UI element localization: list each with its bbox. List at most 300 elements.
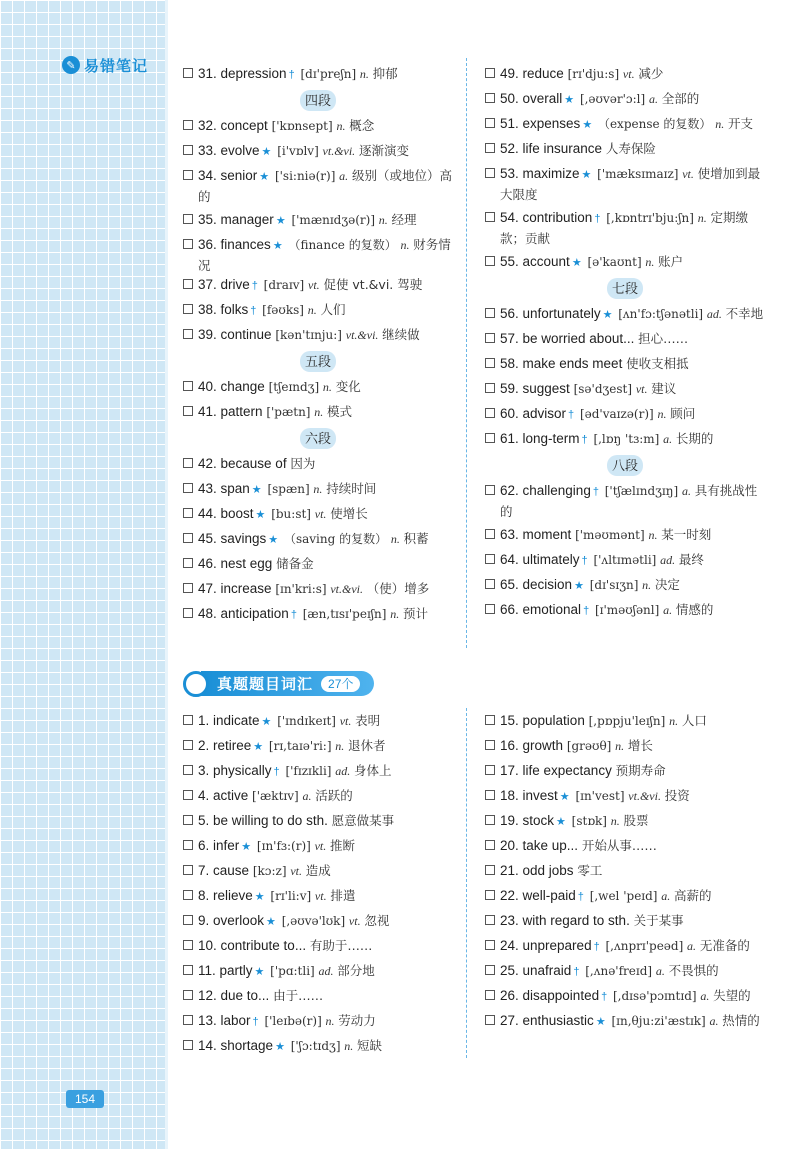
phonetic: ['leɪbə(r)]	[264, 1014, 322, 1028]
chinese-meaning: 劳动力	[338, 1013, 376, 1028]
section-label: 八段	[607, 455, 643, 476]
sidebar-grid	[0, 0, 165, 1149]
star-icon: ★	[254, 966, 265, 978]
phonetic: [kɔ:z]	[252, 864, 287, 878]
star-icon: ★	[581, 169, 592, 181]
checkbox[interactable]	[485, 383, 495, 393]
phonetic: ['æktɪv]	[252, 789, 299, 803]
phonetic: ['mænɪdʒə(r)]	[291, 213, 375, 227]
vocab-item	[183, 166, 453, 210]
checkbox[interactable]	[183, 583, 193, 593]
checkbox[interactable]	[183, 815, 193, 825]
star-icon: ★	[272, 240, 283, 252]
star-icon: ★	[261, 716, 272, 728]
chinese-meaning: 无准备的	[699, 938, 750, 953]
vocab-text	[198, 886, 453, 907]
checkbox[interactable]	[183, 304, 193, 314]
vocab-text	[198, 300, 453, 321]
part-of-speech: n.	[642, 578, 652, 592]
chinese-meaning: 级别（或地位）高的	[198, 168, 452, 204]
vocab-word: 32. concept	[198, 118, 268, 133]
vocab-word: 6. infer	[198, 838, 240, 853]
vocab-text	[500, 139, 765, 158]
vocab-word: 7. cause	[198, 863, 250, 878]
vocab-text	[500, 329, 765, 348]
vocab-word: 57. be worried about...	[500, 331, 635, 346]
chinese-meaning: 零工	[577, 863, 603, 878]
phonetic: [dɪ'sɪʒn]	[589, 578, 639, 592]
part-of-speech: ad.	[335, 764, 351, 778]
vocab-text	[500, 481, 765, 521]
vocab-word: 4. active	[198, 788, 249, 803]
chinese-meaning: 变化	[335, 379, 361, 394]
vocab-item	[485, 139, 765, 164]
phonetic: [bu:st]	[271, 507, 311, 521]
part-of-speech: n.	[648, 528, 658, 542]
vocab-item	[485, 1011, 765, 1036]
vocab-text	[198, 736, 453, 757]
phonetic: [ɪn'vest]	[575, 789, 625, 803]
vocab-word: 38. folks	[198, 302, 249, 317]
vocab-word: 51. expenses	[500, 116, 581, 131]
checkbox[interactable]	[183, 990, 193, 1000]
vocab-item	[183, 836, 453, 861]
phonetic: （saving 的复数）	[283, 532, 388, 546]
chinese-meaning: 因为	[290, 456, 316, 471]
vocab-text	[500, 550, 765, 571]
checkbox[interactable]	[183, 239, 193, 249]
part-of-speech: vt.	[348, 914, 361, 928]
checkbox[interactable]	[183, 765, 193, 775]
vocab-item	[183, 579, 453, 604]
checkbox[interactable]	[485, 579, 495, 589]
checkbox[interactable]	[183, 1040, 193, 1050]
part-of-speech: n.	[359, 67, 369, 81]
part-of-speech: a.	[648, 92, 658, 106]
checkbox[interactable]	[485, 68, 495, 78]
vocab-text	[500, 961, 765, 982]
checkbox[interactable]	[485, 93, 495, 103]
checkbox[interactable]	[485, 840, 495, 850]
phonetic: ['məʊmənt]	[575, 528, 645, 542]
chinese-meaning: 概念	[349, 118, 375, 133]
star-icon: ★	[275, 1041, 285, 1053]
part-of-speech: vt.&vi.	[330, 582, 364, 596]
phonetic: ['fɪzɪkli]	[285, 764, 332, 778]
phonetic: [ə'kaʊnt]	[587, 255, 642, 269]
part-of-speech: vt.	[622, 67, 635, 81]
phonetic: [tʃeɪndʒ]	[268, 380, 320, 394]
vocab-text	[198, 554, 453, 573]
key-mark-icon: †	[568, 409, 575, 421]
chinese-meaning: 开始从事……	[581, 838, 657, 853]
part-of-speech: vt.	[314, 889, 327, 903]
vocab-item	[485, 404, 765, 429]
part-of-speech: vt.	[308, 278, 320, 292]
star-icon: ★	[254, 891, 265, 903]
vocab-word: 35. manager	[198, 212, 274, 227]
vocab-text	[198, 141, 453, 162]
phonetic: [spæn]	[267, 482, 310, 496]
checkbox[interactable]	[183, 279, 193, 289]
vocab-item	[485, 550, 765, 575]
part-of-speech: n.	[390, 607, 400, 621]
checkbox[interactable]	[183, 68, 193, 78]
part-of-speech: n.	[390, 532, 400, 546]
part-of-speech: n.	[697, 211, 707, 225]
star-icon: ★	[266, 916, 276, 928]
checkbox[interactable]	[485, 256, 495, 266]
checkbox[interactable]	[183, 558, 193, 568]
part-of-speech: n.	[615, 739, 625, 753]
vocab-item	[485, 575, 765, 600]
vocab-text	[198, 961, 453, 982]
part-of-speech: n.	[715, 117, 725, 131]
vocab-text	[198, 377, 453, 397]
chinese-meaning: 投资	[664, 788, 690, 803]
vocab-text	[500, 379, 765, 399]
key-mark-icon: †	[583, 605, 590, 617]
phonetic: [,kɒntrɪ'bju:ʃn]	[606, 211, 694, 225]
checkbox[interactable]	[183, 840, 193, 850]
key-mark-icon: †	[573, 966, 580, 978]
chinese-meaning: 最终	[678, 552, 704, 567]
chinese-meaning: 逐渐演变	[358, 143, 409, 158]
star-icon: ★	[275, 215, 286, 227]
key-mark-icon: †	[252, 1016, 259, 1028]
vocab-item	[183, 402, 453, 427]
phonetic: [stɒk]	[571, 814, 607, 828]
chinese-meaning: 积蓄	[403, 531, 429, 546]
section-label: 五段	[300, 351, 336, 372]
checkbox[interactable]	[183, 533, 193, 543]
chinese-meaning: 造成	[305, 863, 331, 878]
vocab-text	[198, 210, 453, 231]
vocab-text	[500, 786, 765, 807]
checkbox[interactable]	[485, 143, 495, 153]
phonetic: [fəʊks]	[262, 303, 304, 317]
chinese-meaning: 决定	[654, 577, 680, 592]
checkbox[interactable]	[183, 915, 193, 925]
part-of-speech: vt.	[635, 382, 648, 396]
checkbox[interactable]	[485, 554, 495, 564]
chinese-meaning: 账户	[658, 254, 684, 269]
chinese-meaning: 人们	[320, 302, 346, 317]
word-list-column-c	[183, 711, 453, 1061]
chinese-meaning: 财务情况	[198, 237, 451, 273]
vocab-text	[198, 1011, 453, 1032]
key-mark-icon: †	[290, 609, 297, 621]
vocab-word: 27. enthusiastic	[500, 1013, 594, 1028]
part-of-speech: a.	[302, 789, 312, 803]
vocab-word: 45. savings	[198, 531, 267, 546]
vocab-word: 13. labor	[198, 1013, 251, 1028]
checkbox[interactable]	[183, 608, 193, 618]
phonetic: [æn,tɪsɪ'peɪʃn]	[302, 607, 387, 621]
checkbox[interactable]	[485, 790, 495, 800]
star-icon: ★	[571, 257, 582, 269]
chinese-meaning: 不畏惧的	[668, 963, 719, 978]
checkbox[interactable]	[183, 740, 193, 750]
vocab-word: 11. partly	[198, 963, 253, 978]
vocab-text	[198, 504, 453, 525]
vocab-text	[500, 1011, 765, 1032]
vocab-word: 20. take up...	[500, 838, 579, 853]
vocab-text	[500, 936, 765, 957]
part-of-speech: n.	[400, 238, 410, 252]
vocab-item	[485, 89, 765, 114]
checkbox[interactable]	[485, 433, 495, 443]
vocab-text	[198, 235, 453, 275]
star-icon: ★	[268, 534, 279, 546]
chinese-meaning: 减少	[638, 66, 664, 81]
vocab-word: 59. suggest	[500, 381, 570, 396]
vocab-text	[500, 575, 765, 596]
chinese-meaning: 表明	[355, 713, 381, 728]
checkbox[interactable]	[183, 865, 193, 875]
checkbox[interactable]	[485, 815, 495, 825]
vocab-text	[198, 604, 453, 625]
vocab-item	[183, 1011, 453, 1036]
vocab-text	[500, 736, 765, 756]
phonetic: [kən'tɪnju:]	[275, 328, 342, 342]
vocab-text	[198, 275, 453, 296]
vocab-item	[183, 235, 453, 275]
vocab-text	[198, 936, 453, 955]
vocab-item	[485, 986, 765, 1011]
checkbox[interactable]	[485, 965, 495, 975]
key-mark-icon: †	[592, 486, 599, 498]
vocab-word: 65. decision	[500, 577, 573, 592]
checkbox[interactable]	[183, 145, 193, 155]
star-icon: ★	[261, 146, 272, 158]
checkbox[interactable]	[485, 740, 495, 750]
checkbox[interactable]	[183, 1015, 193, 1025]
phonetic: [,lɒŋ 'tɜ:m]	[593, 432, 660, 446]
vocab-item	[485, 329, 765, 354]
column-divider-bottom	[466, 708, 467, 1058]
chinese-meaning: 股票	[623, 813, 649, 828]
checkbox[interactable]	[485, 333, 495, 343]
vocab-item	[485, 836, 765, 861]
vocab-word: 24. unprepared	[500, 938, 592, 953]
star-icon: ★	[564, 94, 575, 106]
vocab-text	[500, 986, 765, 1007]
chinese-meaning: 促使 vt.&vi. 驾驶	[323, 277, 423, 292]
phonetic: [rɪ'dju:s]	[567, 67, 620, 81]
checkbox[interactable]	[183, 381, 193, 391]
phonetic: [,dɪsə'pɔɪntɪd]	[612, 989, 697, 1003]
chinese-meaning: 退休者	[348, 738, 386, 753]
phonetic: [,ʌnə'freɪd]	[585, 964, 653, 978]
key-mark-icon: †	[593, 941, 600, 953]
checkbox[interactable]	[485, 529, 495, 539]
vocab-word: 63. moment	[500, 527, 572, 542]
phonetic: ['pætn]	[266, 405, 311, 419]
checkbox[interactable]	[485, 308, 495, 318]
vocab-text	[198, 454, 453, 473]
vocab-word: 10. contribute to...	[198, 938, 307, 953]
part-of-speech: n.	[322, 380, 332, 394]
chinese-meaning: 顾问	[670, 406, 696, 421]
chinese-meaning: 热情的	[722, 1013, 760, 1028]
key-mark-icon: †	[288, 69, 295, 81]
checkbox[interactable]	[485, 408, 495, 418]
chinese-meaning: 忽视	[364, 913, 390, 928]
checkbox[interactable]	[485, 890, 495, 900]
chinese-meaning: 排遣	[330, 888, 356, 903]
part-of-speech: n.	[645, 255, 655, 269]
chinese-meaning: 愿意做某事	[331, 813, 395, 828]
checkbox[interactable]	[485, 715, 495, 725]
vocab-item	[485, 911, 765, 936]
chinese-meaning: 不幸地	[725, 306, 764, 321]
chinese-meaning: 具有挑战性的	[500, 483, 758, 519]
checkbox[interactable]	[183, 483, 193, 493]
chinese-meaning: 使增长	[330, 506, 368, 521]
part-of-speech: vt.	[682, 167, 694, 181]
vocab-text	[198, 325, 453, 345]
part-of-speech: n.	[325, 1014, 335, 1028]
vocab-item	[183, 275, 453, 300]
phonetic: ['pɑ:tli]	[270, 964, 315, 978]
checkbox[interactable]	[183, 940, 193, 950]
vocab-item	[183, 911, 453, 936]
page-number: 154	[66, 1090, 104, 1108]
checkbox[interactable]	[183, 406, 193, 416]
checkbox[interactable]	[485, 990, 495, 1000]
phonetic: [ɪn,θju:zi'æstɪk]	[611, 1014, 706, 1028]
star-icon: ★	[602, 309, 613, 321]
checkbox[interactable]	[485, 604, 495, 614]
vocab-item	[485, 600, 765, 625]
vocab-text	[500, 600, 765, 621]
checkbox[interactable]	[183, 508, 193, 518]
vocab-text	[500, 252, 765, 273]
checkbox[interactable]	[485, 485, 495, 495]
part-of-speech: vt.	[290, 864, 302, 878]
key-mark-icon: †	[601, 991, 608, 1003]
vocab-word: 48. anticipation	[198, 606, 289, 621]
checkbox[interactable]	[183, 170, 193, 180]
star-icon: ★	[255, 509, 266, 521]
vocab-word: 58. make ends meet	[500, 356, 623, 371]
vocab-word: 53. maximize	[500, 166, 580, 181]
vocab-item	[183, 711, 453, 736]
chinese-meaning: 推断	[330, 838, 356, 853]
vocab-item	[183, 64, 453, 89]
vocab-item	[183, 736, 453, 761]
vocab-text	[198, 786, 453, 806]
checkbox[interactable]	[183, 715, 193, 725]
exam-vocab-header-bar	[201, 671, 374, 696]
vocab-word: 21. odd jobs	[500, 863, 574, 878]
vocab-text	[198, 811, 453, 830]
vocab-item	[485, 761, 765, 786]
vocab-word: 25. unafraid	[500, 963, 572, 978]
vocab-item	[183, 961, 453, 986]
phonetic: [əd'vaɪzə(r)]	[579, 407, 654, 421]
star-icon: ★	[241, 841, 252, 853]
vocab-item	[485, 304, 765, 329]
vocab-text	[500, 304, 765, 325]
vocab-text	[500, 711, 765, 731]
chinese-meaning: 增长	[627, 738, 653, 753]
phonetic: [,ʌnprɪ'peəd]	[605, 939, 684, 953]
phonetic: ['ʃɔ:tɪdʒ]	[290, 1039, 341, 1053]
vocab-text	[198, 911, 453, 932]
phonetic: [rɪ,taɪə'ri:]	[268, 739, 332, 753]
checkbox[interactable]	[485, 358, 495, 368]
phonetic: [dɪ'preʃn]	[300, 67, 357, 81]
vocab-text	[198, 166, 453, 206]
checkbox[interactable]	[485, 1015, 495, 1025]
part-of-speech: a.	[655, 964, 665, 978]
part-of-speech: vt.&vi.	[345, 328, 379, 342]
vocab-word: 42. because of	[198, 456, 287, 471]
checkbox[interactable]	[183, 214, 193, 224]
checkbox[interactable]	[485, 940, 495, 950]
vocab-word: 22. well-paid	[500, 888, 576, 903]
star-icon: ★	[251, 484, 262, 496]
phonetic: （expense 的复数）	[597, 117, 712, 131]
phonetic: [ʌn'fɔ:tʃənətli]	[618, 307, 704, 321]
vocab-word: 1. indicate	[198, 713, 260, 728]
vocab-item	[485, 429, 765, 454]
section-label: 七段	[607, 278, 643, 299]
vocab-word: 61. long-term	[500, 431, 580, 446]
checkbox[interactable]	[485, 212, 495, 222]
checkbox[interactable]	[485, 118, 495, 128]
section-label: 六段	[300, 428, 336, 449]
checkbox[interactable]	[485, 765, 495, 775]
vocab-text	[500, 89, 765, 110]
vocab-word: 19. stock	[500, 813, 555, 828]
checkbox[interactable]	[183, 890, 193, 900]
chinese-meaning: 模式	[327, 404, 353, 419]
vocab-item	[183, 1036, 453, 1061]
vocab-word: 33. evolve	[198, 143, 260, 158]
vocab-word: 14. shortage	[198, 1038, 274, 1053]
checkbox[interactable]	[183, 790, 193, 800]
vocab-item	[183, 986, 453, 1011]
vocab-item	[485, 886, 765, 911]
vocab-word: 60. advisor	[500, 406, 567, 421]
checkbox[interactable]	[183, 329, 193, 339]
vocab-word: 17. life expectancy	[500, 763, 612, 778]
checkbox[interactable]	[183, 458, 193, 468]
chinese-meaning: 担心……	[638, 331, 689, 346]
vocab-item	[183, 300, 453, 325]
part-of-speech: vt.	[314, 507, 327, 521]
vocab-text	[198, 479, 453, 500]
star-icon: ★	[595, 1016, 606, 1028]
vocab-word: 49. reduce	[500, 66, 564, 81]
chinese-meaning: 某一时刻	[661, 527, 712, 542]
exam-vocab-title: 真题题目词汇	[217, 676, 314, 693]
checkbox[interactable]	[485, 168, 495, 178]
phonetic: [rɪ'li:v]	[270, 889, 312, 903]
vocab-text	[500, 354, 765, 373]
checkbox[interactable]	[183, 965, 193, 975]
checkbox[interactable]	[485, 915, 495, 925]
checkbox[interactable]	[485, 865, 495, 875]
vocab-word: 18. invest	[500, 788, 558, 803]
vocab-text	[198, 116, 453, 136]
star-icon: ★	[559, 791, 570, 803]
checkbox[interactable]	[183, 120, 193, 130]
phonetic: （finance 的复数）	[288, 238, 397, 252]
